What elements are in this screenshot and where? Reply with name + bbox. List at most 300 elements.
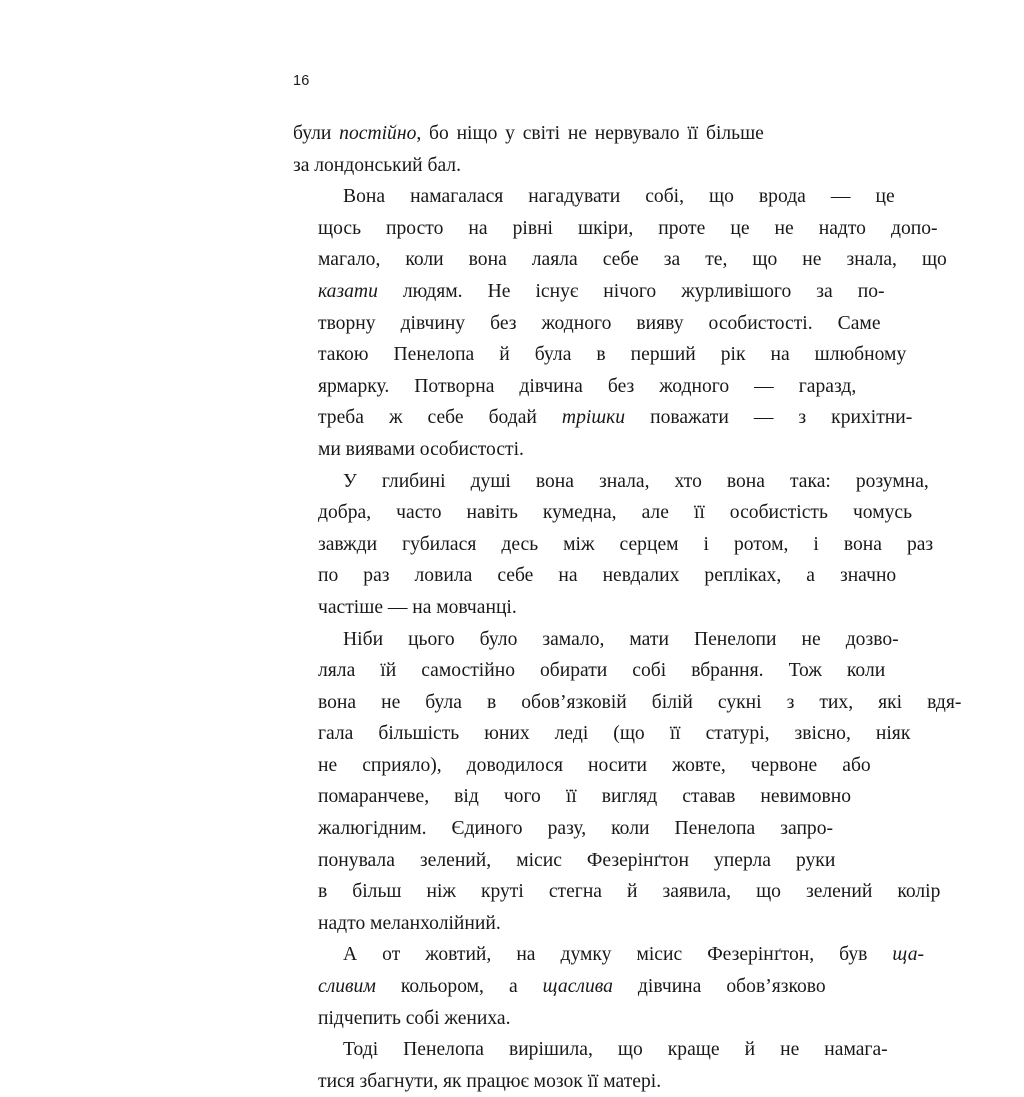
word [318,624,383,656]
text-line [293,1066,764,1097]
text-run: що [617,1039,643,1061]
text-run: серцем [619,533,679,555]
word [474,339,510,371]
word [496,687,627,719]
word [443,213,487,245]
text-run: тих, [819,691,854,713]
text-line [293,339,907,371]
text-line [293,1034,888,1066]
text-run: без [607,375,635,397]
text-run: невимовно [760,786,852,808]
text-run: колір [897,881,941,903]
text-run: уперла [713,849,771,871]
text-run: врода [758,186,806,208]
text-line [293,213,938,245]
text-line [293,308,881,340]
text-run: дівчину [400,312,466,334]
word [821,624,899,656]
word [813,308,881,340]
text-run: знала, [846,249,897,271]
text-run: — [830,186,851,208]
text-run: шлюбному [814,344,907,366]
word [613,971,701,1003]
text-run: ми виявами особистості. [318,438,524,460]
word [293,718,353,750]
page-number: 16 [293,73,310,89]
text-run: доводилося [466,754,564,776]
word [376,308,466,340]
text-run: кумедна, [542,502,617,524]
word [464,402,537,434]
text-run: леді [554,723,589,745]
word [680,244,727,276]
word [806,181,851,213]
text-run: ніж [426,881,456,903]
word [457,118,498,150]
text-run: мати [629,628,669,650]
text-run: цього [408,628,455,650]
word [586,813,649,845]
word [383,624,455,656]
word [400,687,462,719]
text-run: значно [839,565,897,587]
text-run: себе [427,407,464,429]
text-run: в [596,344,606,366]
word [588,718,644,750]
word [762,687,795,719]
word [562,845,689,877]
text-run: її [669,723,681,745]
text-run: гаразд, [798,375,857,397]
text-line [293,371,857,403]
text-run: знала, [599,470,650,492]
word [720,1034,756,1066]
word [727,244,777,276]
word [465,308,516,340]
paragraph [293,1034,888,1097]
word [790,339,907,371]
text-run: журливішого [681,280,792,302]
word [850,181,894,213]
text-run: — [754,375,774,397]
word [771,845,835,877]
text-run: її [693,502,705,524]
word [799,1034,887,1066]
text-run: більше [705,123,764,144]
word [318,181,385,213]
text-run: вона [318,691,357,713]
word [390,560,473,592]
word [523,118,560,150]
word [472,560,533,592]
word [822,655,885,687]
word [518,971,613,1003]
text-run: від [454,786,479,808]
word [731,876,781,908]
text-run: лаяла [531,249,578,271]
text-run: й [627,881,638,903]
word [541,781,577,813]
paragraph [293,466,934,624]
text-line [293,402,913,434]
word [773,402,806,434]
text-line [293,497,913,529]
word [735,781,851,813]
text-run: стегна [548,881,603,903]
word [617,497,669,529]
word [505,118,515,150]
text-run: було [479,628,518,650]
word [517,308,612,340]
word [515,655,607,687]
word [669,497,705,529]
text-run: десь [501,533,539,555]
word [604,624,669,656]
text-line [293,434,764,466]
text-run: Пенелопи [693,628,777,650]
word [356,687,400,719]
text-run: ж [388,407,403,429]
word [777,624,821,656]
text-run: замало, [542,628,605,650]
paragraph [293,624,962,940]
text-run: більшість [378,723,460,745]
text-run: на [468,217,488,239]
paragraph [293,181,947,465]
word [729,371,774,403]
word [338,560,389,592]
word [709,529,788,561]
word [293,845,395,877]
text-run: понувала [318,849,395,871]
text-run: ніщо [456,123,498,144]
text-line [293,750,871,782]
text-run: за лондонський бал. [293,154,461,176]
word [770,718,851,750]
text-run: за [816,280,833,302]
word [755,1034,799,1066]
text-run: Фезерінґтон [586,849,689,871]
text-line [293,971,826,1003]
word [327,876,401,908]
text-run: юних [484,723,530,745]
text-run: вона [468,249,507,271]
text-run: коли [611,818,650,840]
word [705,213,749,245]
word [293,371,389,403]
word [705,497,828,529]
word [656,276,791,308]
text-run: надто меланхолійний. [318,912,501,934]
text-run: дівчина [519,375,583,397]
text-run: шкіри, [578,217,634,239]
word [293,276,378,308]
text-run: сукні [717,691,762,713]
text-run: і [813,533,819,555]
word [293,529,377,561]
word [491,939,535,971]
text-run: Пенелопа [403,1039,484,1061]
text-run: заявила, [662,881,732,903]
word [794,687,853,719]
text-run: носити [588,754,648,776]
text-run: бо [429,123,449,144]
word [533,560,577,592]
text-run: це [875,186,895,208]
word [774,371,856,403]
text-run: губилася [402,533,477,555]
text-run: круті [480,881,524,903]
text-run: світі [522,123,561,144]
word [593,1034,643,1066]
text-run: на [516,944,536,966]
word [602,876,638,908]
word [484,1034,593,1066]
word [318,1034,378,1066]
text-run: статурі, [705,723,770,745]
word [745,339,789,371]
text-run: нервувало [594,123,680,144]
text-run: запро- [780,818,834,840]
text-run: Єдиного [451,818,523,840]
word [429,781,479,813]
text-run: Фезерінґтон, [707,944,815,966]
text-run: рівні [512,217,553,239]
word [518,497,617,529]
body-text-block [293,118,962,1097]
text-run: жовтий, [425,944,492,966]
text-run: був [839,944,868,966]
word [734,181,806,213]
word [788,529,818,561]
word [293,560,338,592]
text-run: Потворна [414,375,495,397]
text-run: завжди [318,533,378,555]
text-run: невдалих [602,565,680,587]
word [568,118,587,150]
word [462,687,496,719]
text-run: вбрання. [691,660,764,682]
word [378,276,463,308]
word [726,750,817,782]
word [902,687,961,719]
word [517,624,604,656]
text-run: в [486,691,497,713]
word [578,560,680,592]
text-run: тися збагнути, як працює мозок її матері. [318,1070,662,1092]
word [429,118,449,150]
text-run: просто [386,217,444,239]
word [293,402,364,434]
word [693,687,762,719]
word [444,244,507,276]
text-run: хто [674,470,702,492]
text-run: її [687,123,699,144]
word [563,750,647,782]
text-line [293,560,897,592]
text-run: сприяло), [362,754,442,776]
text-run: те, [705,249,728,271]
word [627,687,693,719]
text-run: існує [535,280,579,302]
word [851,718,910,750]
word [682,939,814,971]
word [488,213,553,245]
word [867,939,924,971]
word [606,339,696,371]
word [476,529,538,561]
word [380,244,443,276]
text-run: чого [503,786,541,808]
word [293,655,355,687]
text-run: вдя- [927,691,962,713]
word [293,813,427,845]
word [817,750,870,782]
text-run: вона [843,533,882,555]
word [371,497,441,529]
word [484,971,518,1003]
word [872,876,940,908]
text-run: собі [632,660,667,682]
text-line [293,876,941,908]
word [639,244,680,276]
text-run: така: [790,470,831,492]
word [446,466,511,498]
word [510,339,572,371]
word [666,655,763,687]
text-line [293,655,886,687]
text-run: місис [636,944,683,966]
word [337,750,441,782]
text-run: частіше — на мовчанці. [318,596,517,618]
word [701,971,825,1003]
italic-run: трішки [561,407,626,429]
text-run: не [802,249,822,271]
word [729,402,774,434]
text-run: без [490,312,517,334]
text-run: на [770,344,790,366]
text-run: часто [396,502,442,524]
word [357,939,400,971]
text-run: нічого [603,280,657,302]
text-run: от [382,944,401,966]
word [897,244,947,276]
word [578,276,656,308]
text-line [293,624,899,656]
word [620,181,684,213]
word [684,308,813,340]
text-run: вона [535,470,574,492]
text-run: творну [318,312,376,334]
text-run: й [744,1039,756,1061]
word [427,813,523,845]
text-run: думку [560,944,612,966]
text-run: місис [516,849,562,871]
word [510,276,578,308]
word [853,687,902,719]
word [293,750,337,782]
word [750,213,794,245]
word [647,750,726,782]
text-run: були [293,123,332,144]
word [681,718,770,750]
text-run: вирішила, [508,1039,593,1061]
word [479,781,541,813]
word [401,876,455,908]
word [595,529,679,561]
word [293,308,376,340]
text-run: червоне [750,754,818,776]
text-run: надто [818,217,866,239]
text-line [293,529,934,561]
text-line [293,939,925,971]
word [669,624,777,656]
text-run: коли [846,660,886,682]
text-run: бодай [488,407,537,429]
text-run: треба [318,407,364,429]
word [396,655,515,687]
text-run: жодного [659,375,730,397]
word [455,624,518,656]
text-line [293,718,911,750]
word [318,939,357,971]
text-run: людям. [402,280,463,302]
text-run: на [558,565,578,587]
word [463,276,511,308]
word [577,781,658,813]
word [791,276,832,308]
text-line [293,118,764,150]
text-run: самостійно [421,660,515,682]
text-run: обов’язково [726,976,826,998]
text-run: коли [405,249,444,271]
word [702,466,765,498]
word [611,939,682,971]
text-run: обирати [540,660,608,682]
text-run: рік [720,344,746,366]
word [389,371,494,403]
text-run: це [730,217,750,239]
text-run: краще [667,1039,720,1061]
word [378,1034,484,1066]
text-run: жодного [541,312,612,334]
italic-run: сливим [318,976,376,998]
text-line [293,781,852,813]
text-run: А [343,944,358,966]
word [403,402,464,434]
word [574,466,649,498]
text-run: (що [613,723,645,745]
word [755,813,833,845]
text-run: більш [352,881,402,903]
text-run: за [663,249,681,271]
text-run: крихітни- [831,407,913,429]
text-run: з [798,407,807,429]
word [395,845,491,877]
text-run: намагалася [410,186,504,208]
text-run: ловила [414,565,473,587]
text-run: собі, [645,186,685,208]
word [503,181,620,213]
word [821,244,896,276]
text-line [293,181,895,213]
italic-run: ща- [892,944,925,966]
text-run: Тоді [343,1039,379,1061]
text-run: кольором, [400,976,484,998]
text-run: але [641,502,669,524]
text-line [293,687,962,719]
word [553,213,633,245]
